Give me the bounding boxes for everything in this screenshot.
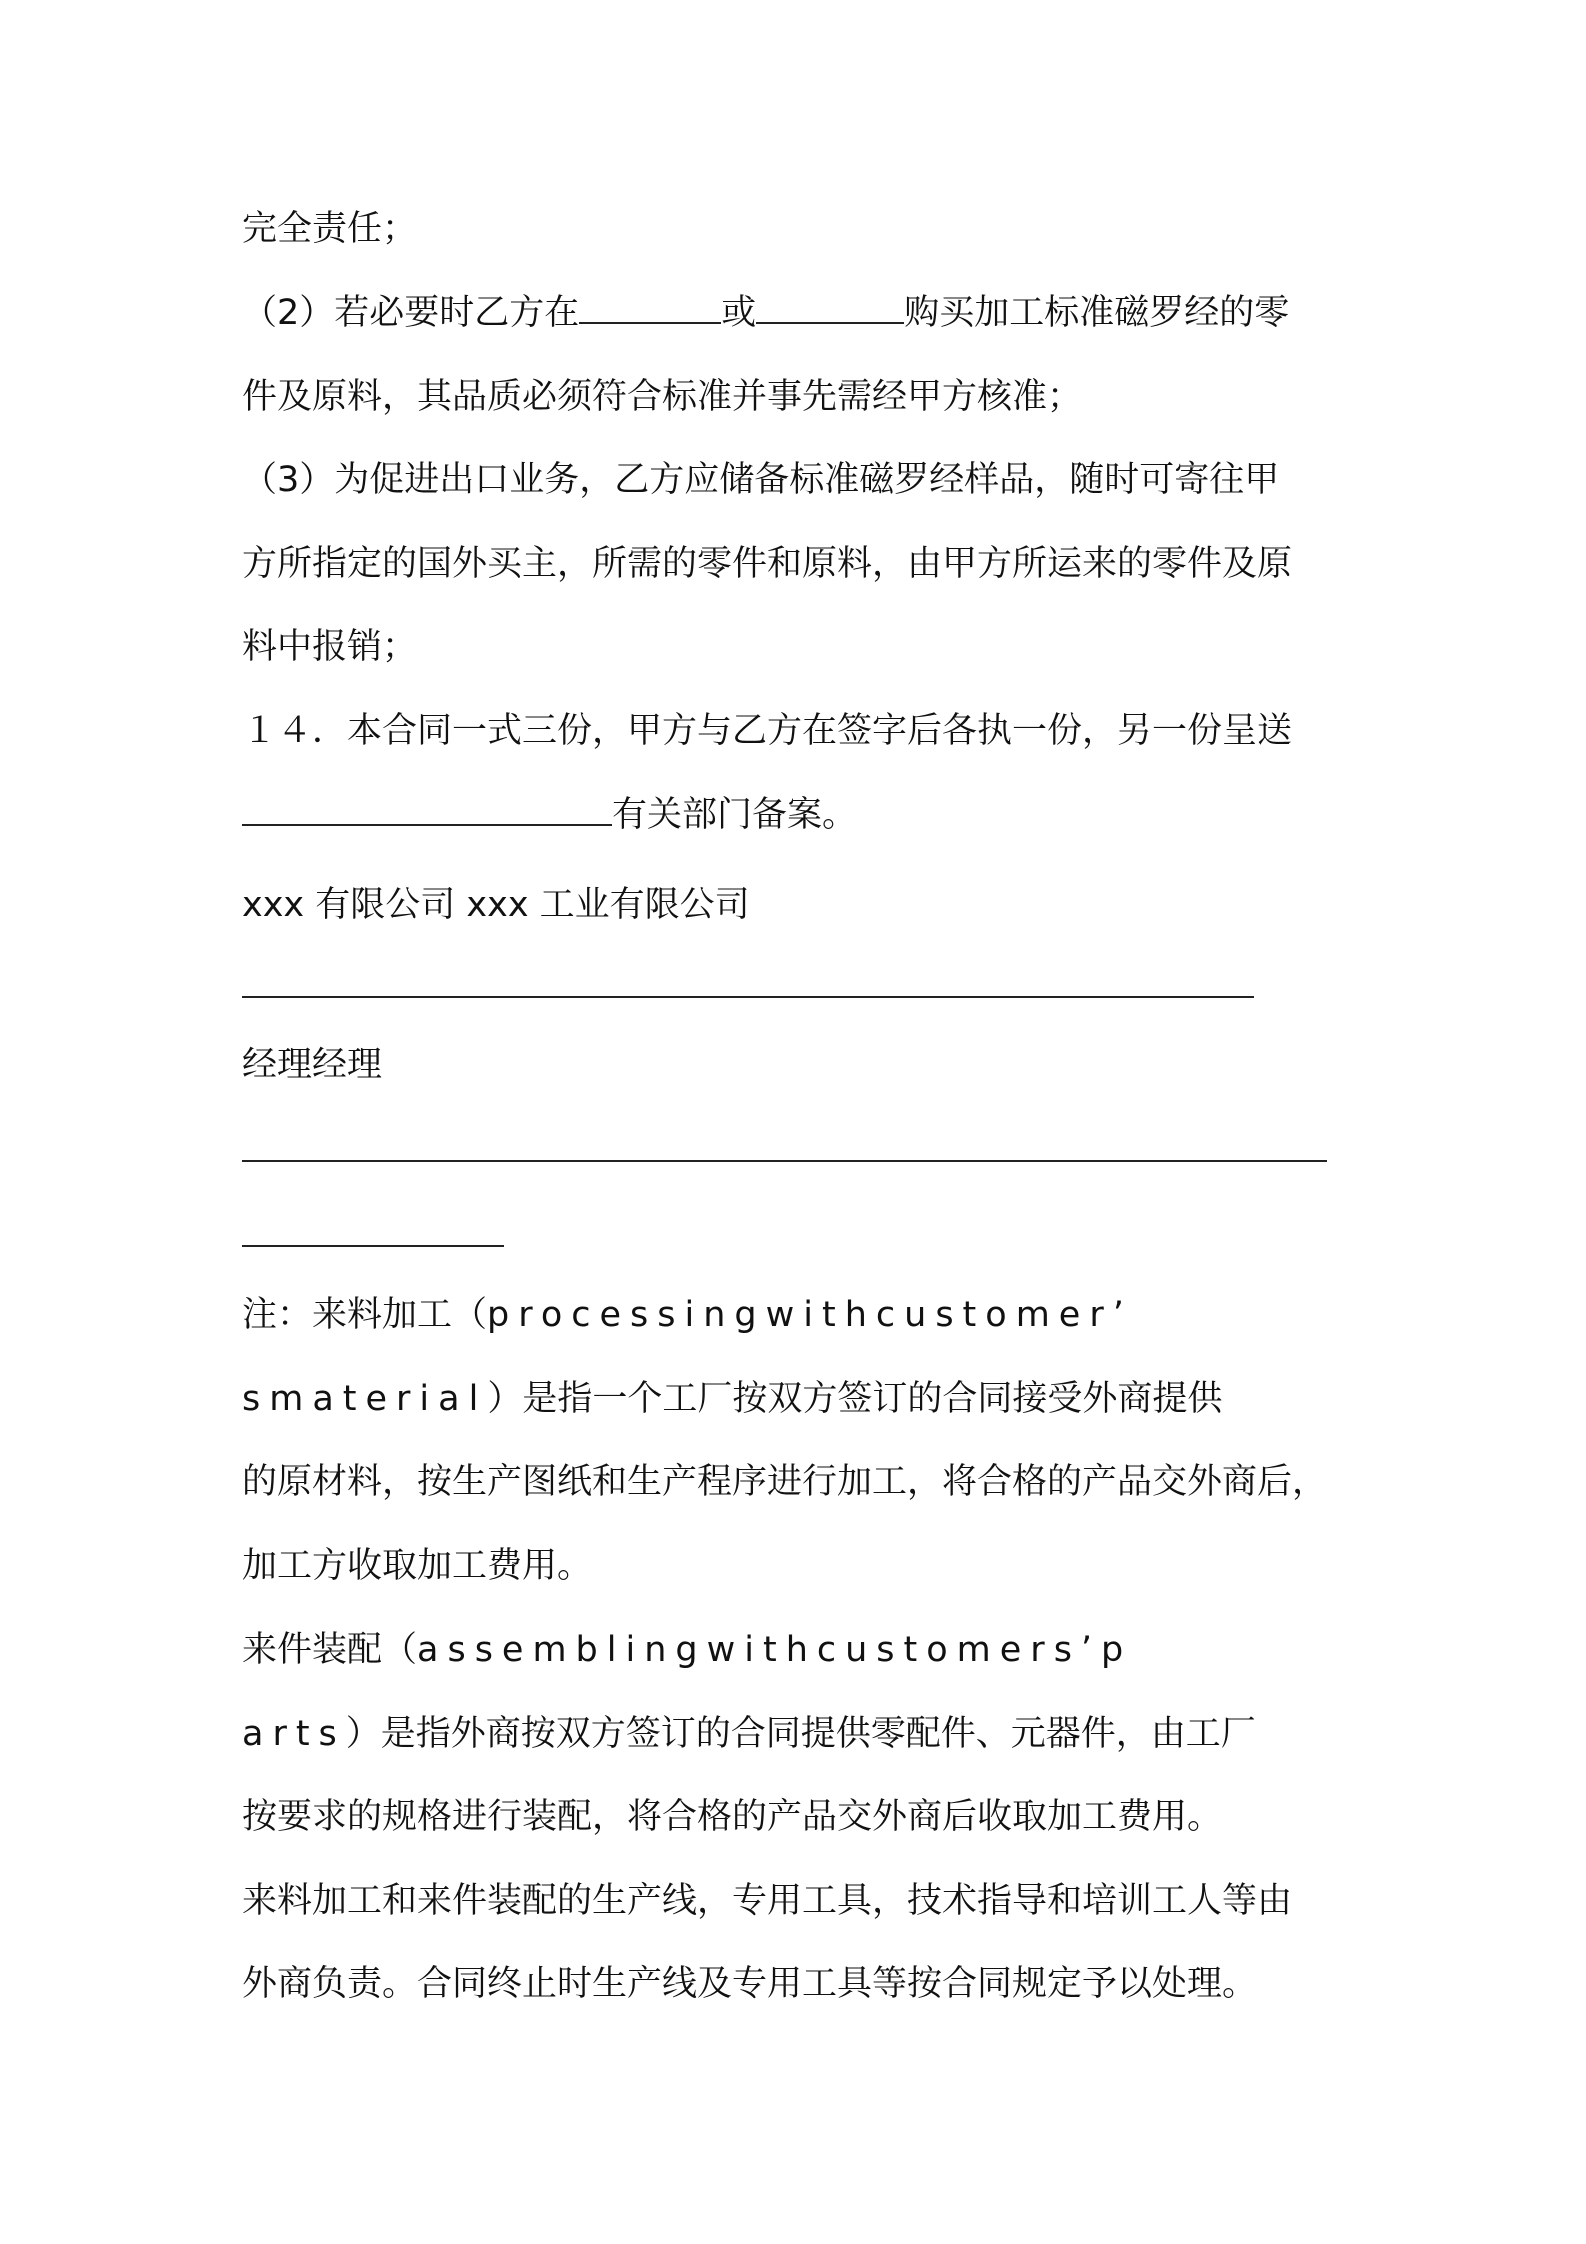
text-line: 方所指定的国外买主，所需的零件和原料，由甲方所运来的零件及原 [242, 544, 1293, 584]
note-line [242, 1290, 1133, 1340]
note-line: 按要求的规格进行装配，将合格的产品交外商后收取加工费用。 [242, 1797, 1223, 1837]
text-line: 完全责任； [242, 209, 418, 249]
signature-line [242, 1160, 1327, 1162]
manager-labels: 经理经理 [242, 1045, 383, 1085]
signature-line [242, 996, 1254, 998]
text-line [242, 288, 1289, 338]
company-names: xxx 有限公司 xxx 工业有限公司 [242, 885, 750, 925]
signature-line [242, 1245, 504, 1247]
blank-field [756, 288, 904, 324]
english-term: arts [242, 1714, 346, 1754]
text-segment: ）是指一个工厂按双方签订的合同接受外商提供 [487, 1379, 1223, 1419]
text-segment: 有关部门备案。 [612, 795, 858, 835]
english-term: assemblingwithcustomers’p [417, 1630, 1133, 1670]
text-line: 料中报销； [242, 627, 418, 667]
note-line [242, 1625, 1132, 1675]
text-segment: 购买加工标准磁罗经的零 [904, 293, 1290, 333]
text-line: １４．本合同一式三份，甲方与乙方在签字后各执一份，另一份呈送 [242, 711, 1293, 751]
english-term: smaterial [242, 1379, 488, 1419]
english-term: processingwithcustomer’ [487, 1295, 1133, 1335]
note-line: 的原材料，按生产图纸和生产程序进行加工，将合格的产品交外商后， [242, 1462, 1328, 1502]
text-line: （3）为促进出口业务，乙方应储备标准磁罗经样品，随时可寄往甲 [242, 460, 1280, 500]
blank-field [579, 288, 721, 324]
text-segment: 来件装配（ [242, 1630, 418, 1670]
note-line [242, 1374, 1222, 1424]
text-segment: 注：来料加工（ [242, 1295, 488, 1335]
text-segment: （2）若必要时乙方在 [242, 293, 580, 333]
note-line [242, 1709, 1256, 1759]
blank-field [242, 790, 612, 826]
text-segment: 或 [721, 293, 757, 333]
text-segment: ）是指外商按双方签订的合同提供零配件、元器件，由工厂 [345, 1714, 1256, 1754]
note-line: 外商负责。合同终止时生产线及专用工具等按合同规定予以处理。 [242, 1964, 1258, 2004]
note-line: 加工方收取加工费用。 [242, 1546, 593, 1586]
text-line: 件及原料，其品质必须符合标准并事先需经甲方核准； [242, 377, 1083, 417]
text-line [242, 790, 857, 840]
note-line: 来料加工和来件装配的生产线，专用工具，技术指导和培训工人等由 [242, 1881, 1293, 1921]
